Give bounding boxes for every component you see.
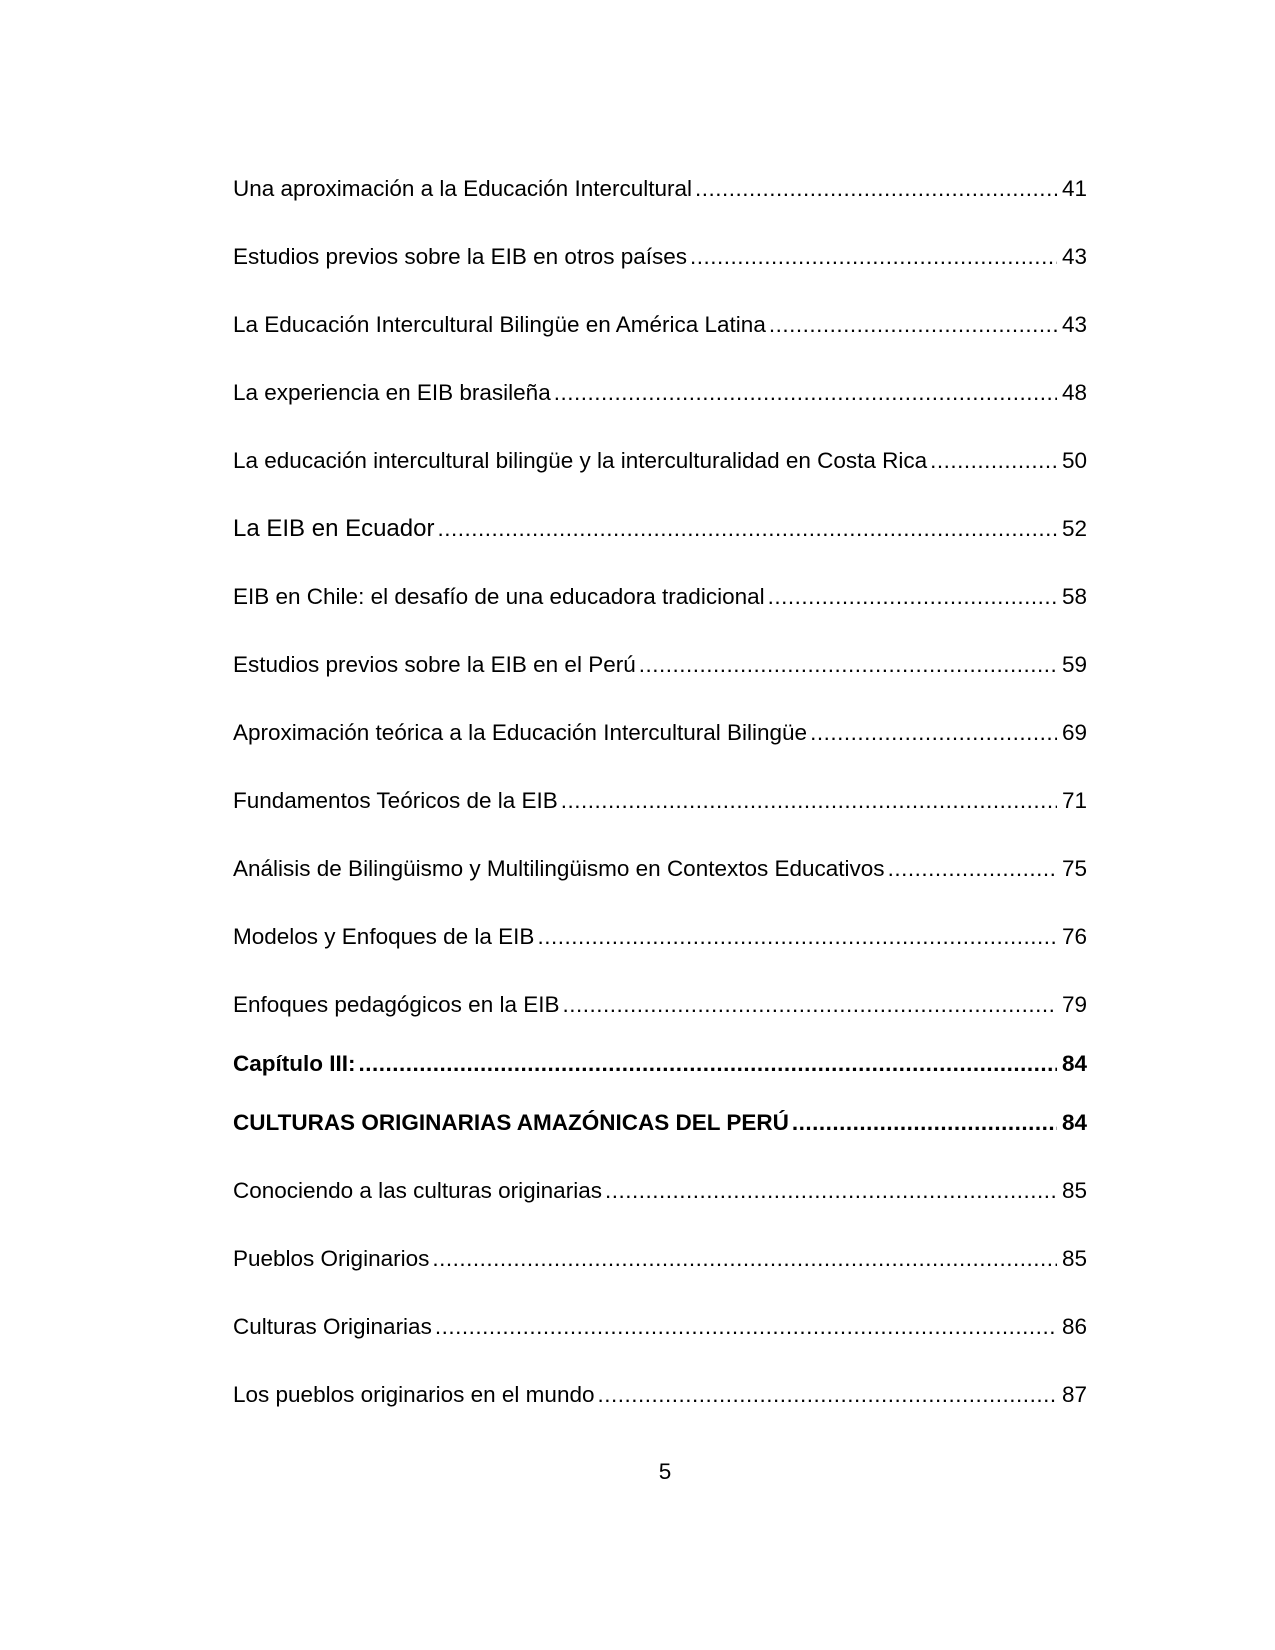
toc-entry-page: 48: [1061, 380, 1087, 405]
toc-entry: [233, 240, 1087, 274]
toc-entry-title: Fundamentos Teóricos de la EIB: [233, 788, 558, 813]
toc-entry: [233, 1174, 1087, 1208]
toc-entry-page: 59: [1061, 652, 1087, 677]
toc-dot-leader: [930, 444, 1057, 478]
toc-dot-leader: [432, 1242, 1057, 1276]
toc-entry-title: Culturas Originarias: [233, 1314, 432, 1339]
toc-entry: [233, 308, 1087, 342]
toc-entry: [233, 376, 1087, 410]
toc-entry-title: Los pueblos originarios en el mundo: [233, 1382, 595, 1407]
toc-entry: [233, 444, 1087, 478]
toc-entry: [233, 920, 1087, 954]
toc-entry: [233, 1378, 1087, 1412]
toc-entry-title: Estudios previos sobre la EIB en otros países: [233, 244, 687, 269]
toc-dot-leader: [554, 376, 1057, 410]
toc-dot-leader: [888, 852, 1057, 886]
toc-entry: [233, 1310, 1087, 1344]
toc-entry-title: La Educación Intercultural Bilingüe en América Latina: [233, 312, 766, 337]
toc-entry-page: 69: [1061, 720, 1087, 745]
toc-entry-title: Estudios previos sobre la EIB en el Perú: [233, 652, 636, 677]
toc-dot-leader: [769, 308, 1057, 342]
toc-entry: [233, 852, 1087, 886]
toc-entry: [233, 784, 1087, 818]
toc-dot-leader: [359, 1047, 1058, 1081]
toc-entry: [233, 716, 1087, 750]
toc-entry-title: EIB en Chile: el desafío de una educadora tradicional: [233, 584, 765, 609]
toc-entry-page: 75: [1061, 856, 1087, 881]
toc-dot-leader: [605, 1174, 1057, 1208]
toc-entry-page: 84: [1061, 1051, 1087, 1076]
toc-entry-title: Pueblos Originarios: [233, 1246, 430, 1271]
toc-entry-title: Una aproximación a la Educación Intercultural: [233, 176, 692, 201]
toc-entry-page: 76: [1061, 924, 1087, 949]
toc-dot-leader: [597, 1378, 1057, 1412]
toc-dot-leader: [563, 988, 1058, 1022]
toc-entry: [233, 172, 1087, 206]
toc-entry-title: Capítulo III:: [233, 1051, 356, 1076]
page-number: 5: [658, 1459, 672, 1484]
toc-dot-leader: [561, 784, 1057, 818]
toc-entry-title: CULTURAS ORIGINARIAS AMAZÓNICAS DEL PERÚ: [233, 1110, 789, 1135]
toc-entry: [233, 580, 1087, 614]
toc-entry-chapter: [233, 1047, 1087, 1081]
toc-entry-page: 41: [1061, 176, 1087, 201]
toc-dot-leader: [437, 512, 1057, 546]
toc-entry-page: 58: [1061, 584, 1087, 609]
toc-entry-chapter: [233, 1106, 1087, 1140]
toc-entry-title: La experiencia en EIB brasileña: [233, 380, 551, 405]
toc-dot-leader: [810, 716, 1057, 750]
toc-dot-leader: [792, 1106, 1057, 1140]
toc-dot-leader: [695, 172, 1057, 206]
toc-entry-page: 84: [1061, 1110, 1087, 1135]
toc-entry-title: Modelos y Enfoques de la EIB: [233, 924, 535, 949]
toc-entry-page: 86: [1061, 1314, 1087, 1339]
toc-entry-page: 79: [1061, 992, 1087, 1017]
toc-entry: [233, 512, 1087, 546]
toc-dot-leader: [537, 920, 1057, 954]
toc-entry-title: Aproximación teórica a la Educación Intercultural Bilingüe: [233, 720, 808, 745]
toc-entry-page: 85: [1061, 1178, 1087, 1203]
toc-entry-page: 43: [1061, 312, 1087, 337]
toc-entry-page: 87: [1061, 1382, 1087, 1407]
toc-entry-title: La EIB en Ecuador: [233, 515, 435, 542]
toc-dot-leader: [435, 1310, 1057, 1344]
toc-dot-leader: [768, 580, 1057, 614]
toc-entry: [233, 988, 1087, 1022]
toc-entry: [233, 1242, 1087, 1276]
toc-entry-title: La educación intercultural bilingüe y la interculturalidad en Costa Rica: [233, 448, 928, 473]
toc-dot-leader: [639, 648, 1057, 682]
toc-entry-page: 52: [1061, 516, 1087, 541]
toc-entry-page: 43: [1061, 244, 1087, 269]
toc-dot-leader: [690, 240, 1057, 274]
toc-entry-title: Enfoques pedagógicos en la EIB: [233, 992, 560, 1017]
toc-entry-page: 50: [1061, 448, 1087, 473]
toc-entry-page: 71: [1061, 788, 1087, 813]
toc-entry: [233, 648, 1087, 682]
toc-entry-title: Conociendo a las culturas originarias: [233, 1178, 602, 1203]
toc-entry-page: 85: [1061, 1246, 1087, 1271]
toc-entry-title: Análisis de Bilingüismo y Multilingüismo en Contextos Educativos: [233, 856, 885, 881]
